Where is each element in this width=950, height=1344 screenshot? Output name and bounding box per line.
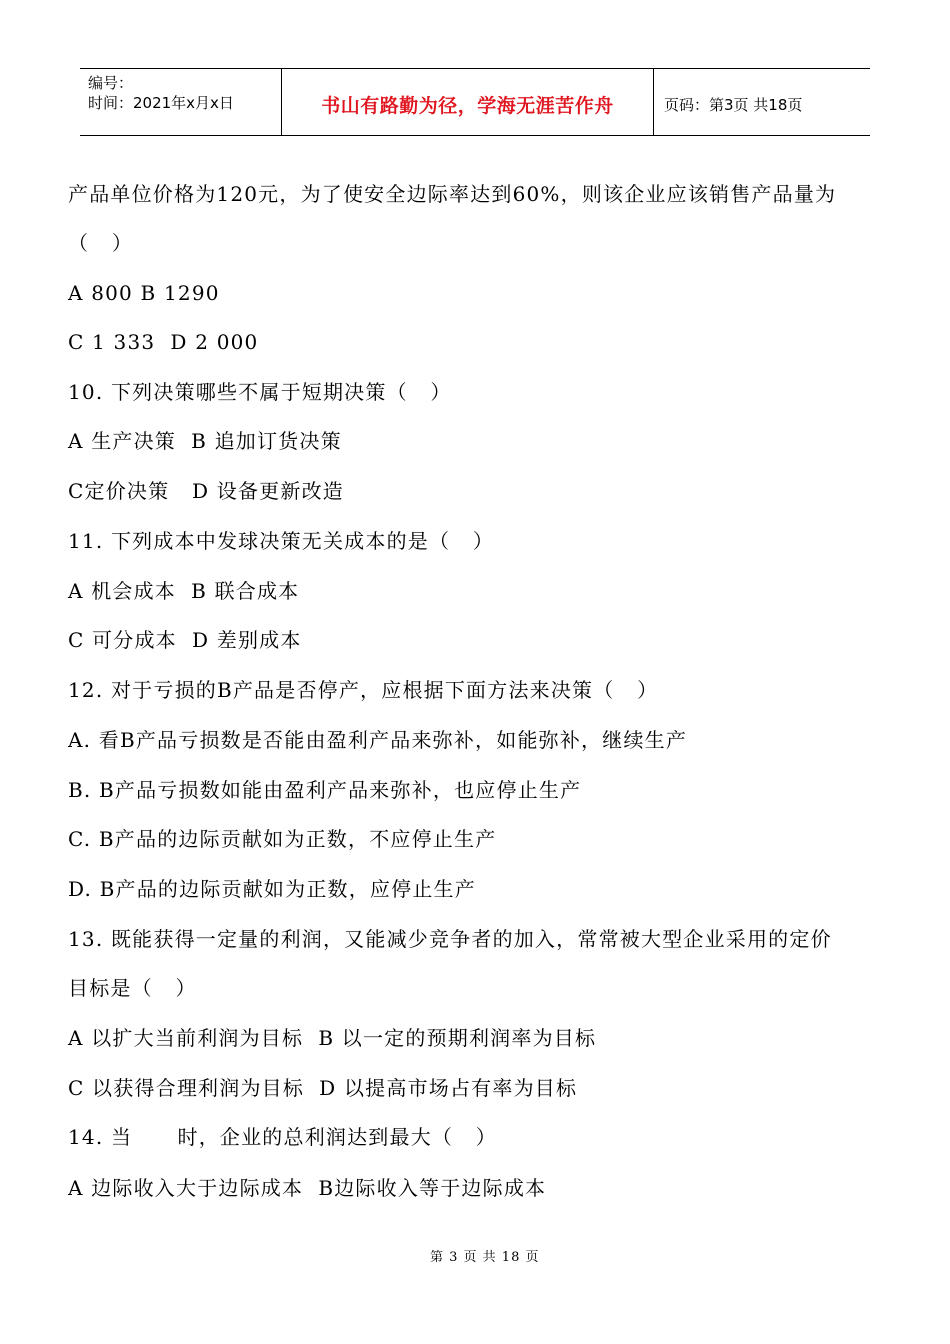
option-line: A 机会成本 B 联合成本 <box>68 579 300 603</box>
option-line: C 以获得合理利润为目标 D 以提高市场占有率为目标 <box>68 1076 578 1100</box>
option-line: A. 看B产品亏损数是否能由盈利产品来弥补，如能弥补，继续生产 <box>68 728 688 752</box>
option-line: B. B产品亏损数如能由盈利产品来弥补，也应停止生产 <box>68 778 582 802</box>
header-meta-cell <box>80 69 282 135</box>
page-header <box>80 68 870 136</box>
question-line: 10. 下列决策哪些不属于短期决策（ ） <box>68 380 452 404</box>
header-page-number: 页码：第3页 共18页 <box>664 95 803 114</box>
header-motto: 书山有路勤为径，学海无涯苦作舟 <box>321 94 614 117</box>
option-line: C. B产品的边际贡献如为正数，不应停止生产 <box>68 827 497 851</box>
option-line: A 生产决策 B 追加订货决策 <box>68 429 342 453</box>
document-number-label: 编号： <box>88 74 134 92</box>
option-line: A 800 B 1290 <box>68 281 220 305</box>
option-line: C 可分成本 D 差别成本 <box>68 628 302 652</box>
text-line: 产品单位价格为120元，为了使安全边际率达到60%，则该企业应该销售产品量为 <box>68 182 837 206</box>
question-line: 14. 当 时，企业的总利润达到最大（ ） <box>68 1125 497 1149</box>
document-date-label: 时间：2021年x月x日 <box>88 94 234 112</box>
header-page-cell <box>654 69 870 135</box>
page-footer: 第 3 页 共 18 页 <box>430 1250 540 1265</box>
option-line: D. B产品的边际贡献如为正数，应停止生产 <box>68 877 476 901</box>
question-line: 12. 对于亏损的B产品是否停产，应根据下面方法来决策（ ） <box>68 678 659 702</box>
option-line: C定价决策 D 设备更新改造 <box>68 479 344 503</box>
text-line: 目标是（ ） <box>68 976 197 1000</box>
option-line: C 1 333 D 2 000 <box>68 330 259 354</box>
question-line: 13. 既能获得一定量的利润，又能减少竞争者的加入，常常被大型企业采用的定价 <box>68 927 832 951</box>
text-line: （ ） <box>68 231 134 255</box>
header-motto-cell <box>282 69 654 135</box>
option-line: A 边际收入大于边际成本 B边际收入等于边际成本 <box>68 1176 547 1200</box>
question-line: 11. 下列成本中发球决策无关成本的是（ ） <box>68 529 495 553</box>
option-line: A 以扩大当前利润为目标 B 以一定的预期利润率为目标 <box>68 1026 597 1050</box>
